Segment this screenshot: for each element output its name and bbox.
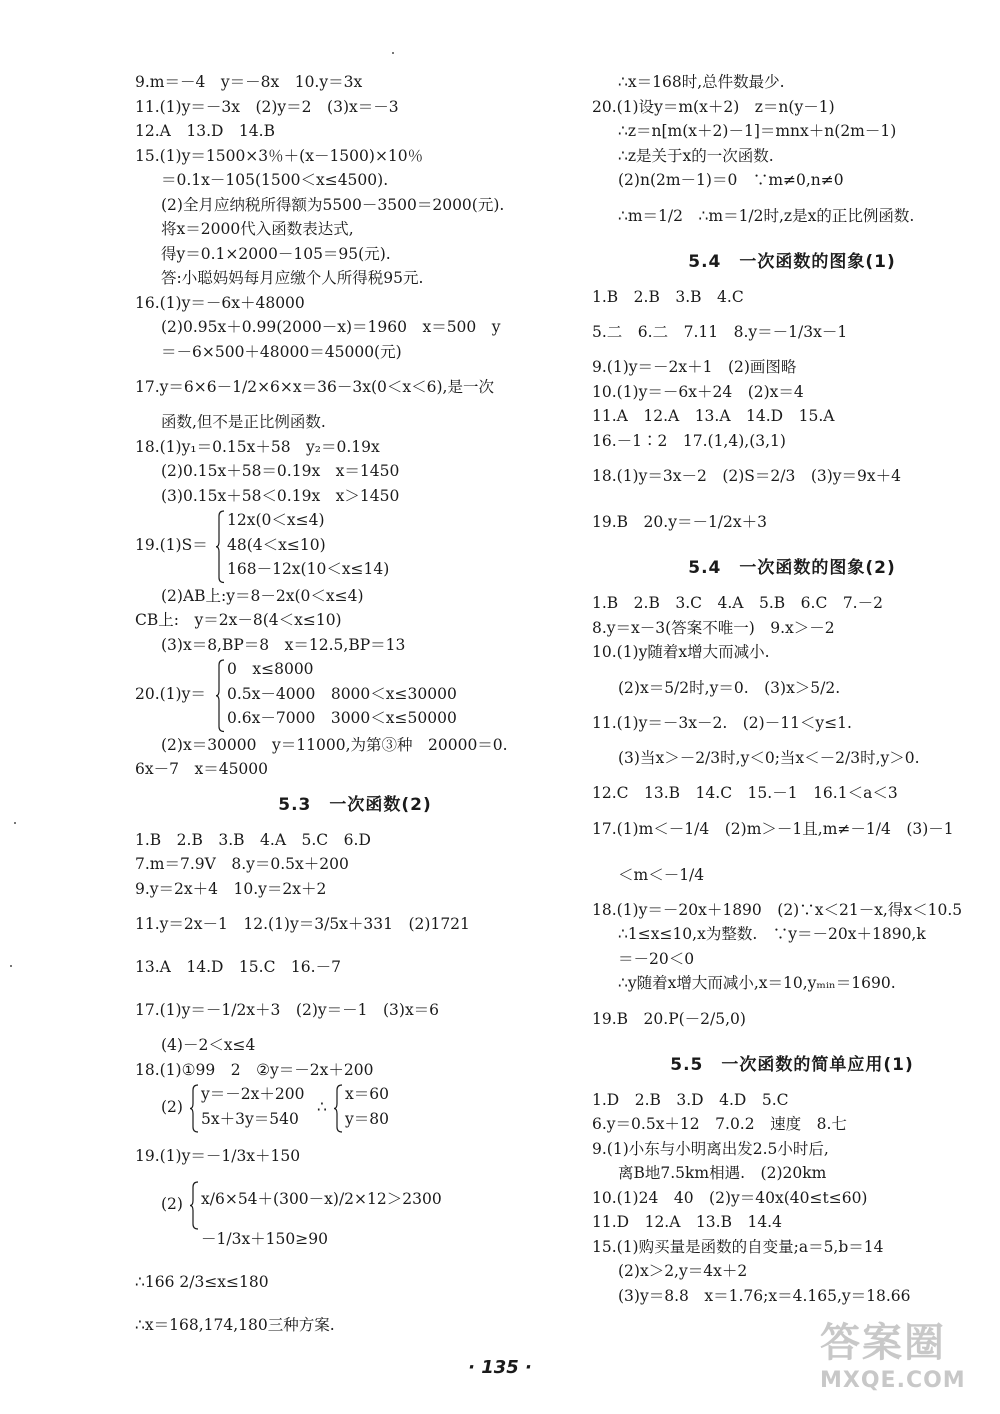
answer-line: ∴166 2/3≤x≤180 — [135, 1273, 269, 1291]
system-row: 168－12x(10＜x≤14) — [227, 560, 390, 578]
answer-line: 1.B 2.B 3.C 4.A 5.B 6.C 7.－2 — [592, 594, 883, 612]
system-row: 5x＋3y＝540 — [201, 1109, 299, 1128]
answer-line: 9.m＝－4 y＝－8x 10.y＝3x — [135, 73, 363, 91]
answer-line: 10.(1)y＝－6x＋24 (2)x＝4 — [592, 382, 804, 401]
answer-line: 13.A 14.D 15.C 16.－7 — [135, 958, 341, 976]
answer-line: (2)0.95x＋0.99(2000－x)＝1960 x＝500 y — [161, 318, 501, 336]
brace-symbol — [215, 659, 225, 733]
equation-system-18 — [161, 1082, 575, 1133]
answer-line: ∴m＝1/2 ∴m＝1/2时,z是x的正比例函数. — [618, 206, 915, 225]
answer-line: 8.y＝x－3(答案不唯一) 9.x＞－2 — [592, 618, 835, 637]
answer-line: ∴z＝n[m(x＋2)－1]＝mnx＋n(2m－1) — [618, 122, 897, 140]
answer-line: 1.B 2.B 3.B 4.C — [592, 287, 744, 306]
system-row: 48(4＜x≤10) — [227, 535, 326, 554]
system-rows — [201, 1082, 304, 1131]
answer-line: (3)当x＞－2/3时,y＜0;当x＜－2/3时,y＞0. — [618, 749, 920, 767]
answer-line: 11.(1)y＝－3x－2. (2)－11＜y≤1. — [592, 713, 852, 732]
answer-line: 18.(1)y₁＝0.15x＋58 y₂＝0.19x — [135, 437, 380, 456]
answer-line: 函数,但不是正比例函数. — [161, 413, 326, 431]
answer-line: ∴z是关于x的一次函数. — [618, 146, 774, 165]
system-label: (2) — [161, 1097, 183, 1116]
answer-line: 9.(1)小东与小明离出发2.5小时后, — [592, 1139, 829, 1158]
answer-line: 离B地7.5km相遇. (2)20km — [618, 1164, 827, 1182]
answer-line: 10.(1)y随着x增大而减小. — [592, 643, 770, 661]
answer-line: 18.(1)y＝3x－2 (2)S＝2/3 (3)y＝9x＋4 — [592, 467, 902, 485]
answer-line: 6.y＝0.5x＋12 7.0.2 速度 8.七 — [592, 1115, 847, 1133]
answer-line: ∴x＝168,174,180三种方案. — [135, 1316, 335, 1334]
system-row: 0 x≤8000 — [227, 660, 314, 678]
answer-line: 18.(1)①99 2 ②y＝－2x＋200 — [135, 1060, 374, 1079]
answer-line: ∴x＝168时,总件数最少. — [618, 73, 785, 91]
answer-line: CB上: y＝2x－8(4＜x≤10) — [135, 611, 342, 629]
answer-line: (2)n(2m－1)＝0 ∵m≠0,n≠0 — [618, 171, 844, 189]
answer-line: ＜m＜－1/4 — [618, 865, 705, 884]
answer-line: (2)x＝30000 y＝11000,为第③种 20000＝0. — [161, 735, 508, 754]
system-row: y＝－2x＋200 — [201, 1085, 305, 1103]
section-heading-5-4-2: 5.4 一次函数的图象(2) — [688, 558, 896, 578]
answer-line: 19.B 20.y＝－1/2x＋3 — [592, 513, 767, 531]
scan-speck — [392, 52, 394, 54]
answer-line: 10.(1)24 40 (2)y＝40x(40≤t≤60) — [592, 1188, 868, 1207]
answer-line: 12.A 13.D 14.B — [135, 122, 275, 140]
answer-line: (2)x＞2,y＝4x＋2 — [618, 1262, 748, 1280]
right-column — [592, 70, 992, 1308]
answer-line: (2)0.15x＋58＝0.19x x＝1450 — [161, 462, 400, 480]
answer-line: 得y＝0.1×2000－105＝95(元). — [161, 244, 391, 263]
answer-line: (3)y＝8.8 x＝1.76;x＝4.165,y＝18.66 — [618, 1286, 911, 1305]
answer-line: 19.(1)y＝－1/3x＋150 — [135, 1147, 301, 1165]
system-row: 12x(0＜x≤4) — [227, 511, 325, 529]
system-row: 0.5x－4000 8000＜x≤30000 — [227, 684, 457, 703]
answer-line: 答:小聪妈妈每月应缴个人所得税95元. — [161, 269, 424, 287]
piecewise-19 — [135, 508, 575, 584]
brace-symbol — [333, 1084, 343, 1133]
section-heading-5-5-1: 5.5 一次函数的简单应用(1) — [670, 1054, 914, 1075]
answer-line: 11.A 12.A 13.A 14.D 15.A — [592, 407, 835, 425]
answer-line: 17.(1)y＝－1/2x＋3 (2)y＝－1 (3)x＝6 — [135, 1001, 440, 1019]
watermark-url: MXQE.COM — [820, 1368, 966, 1393]
system-rows — [227, 508, 389, 582]
system-row: 0.6x－7000 3000＜x≤50000 — [227, 709, 457, 727]
section-heading-5-3: 5.3 一次函数(2) — [278, 794, 432, 815]
therefore-symbol: ∴ — [317, 1097, 327, 1116]
answer-line: 20.(1)设y＝m(x＋2) z＝n(y－1) — [592, 97, 835, 116]
answer-line: 12.C 13.B 14.C 15.－1 16.1＜a＜3 — [592, 784, 898, 802]
answer-line: 7.m＝7.9V 8.y＝0.5x＋200 — [135, 855, 349, 873]
answer-line: 9.(1)y＝－2x＋1 (2)画图略 — [592, 358, 797, 376]
system-rows — [201, 1179, 442, 1259]
answer-line: 9.y＝2x＋4 10.y＝2x＋2 — [135, 879, 327, 898]
system-solution — [345, 1082, 389, 1131]
answer-line: ∴y随着x增大而减小,x＝10,yₘᵢₙ＝1690. — [618, 974, 896, 992]
brace-symbol — [189, 1084, 199, 1133]
answer-line: ＝－20＜0 — [618, 949, 695, 968]
answer-line: (3)x＝8,BP＝8 x＝12.5,BP＝13 — [161, 635, 406, 654]
answer-line: (2)全月应纳税所得额为5500－3500＝2000(元). — [161, 195, 505, 214]
answer-line: 6x－7 x＝45000 — [135, 760, 269, 778]
answer-line: 1.D 2.B 3.D 4.D 5.C — [592, 1090, 789, 1109]
brace-symbol — [215, 510, 225, 584]
system-rows — [227, 657, 457, 731]
answer-line: 1.B 2.B 3.B 4.A 5.C 6.D — [135, 830, 371, 849]
system-label: (2) — [161, 1194, 183, 1213]
page-number: · 135 · — [468, 1357, 532, 1378]
answer-line: (4)－2＜x≤4 — [161, 1036, 256, 1054]
answer-line: 15.(1)y＝1500×3％＋(x－1500)×10％ — [135, 146, 424, 165]
system-row: －1/3x＋150≥90 — [201, 1230, 328, 1248]
answer-line: 16.－1∶2 17.(1,4),(3,1) — [592, 431, 786, 450]
piecewise-20 — [135, 657, 575, 733]
system-label: 19.(1)S＝ — [135, 535, 208, 554]
answer-line: 17.(1)m＜－1/4 (2)m＞－1且,m≠－1/4 (3)－1 — [592, 819, 954, 838]
system-label: 20.(1)y＝ — [135, 684, 206, 703]
answer-line: 5.二 6.二 7.11 8.y＝－1/3x－1 — [592, 323, 848, 341]
answer-line: ∴1≤x≤10,x为整数. ∵y＝－20x＋1890,k — [618, 925, 926, 943]
answer-line: 11.y＝2x－1 12.(1)y＝3/5x＋331 (2)1721 — [135, 915, 470, 933]
scan-speck — [14, 822, 16, 824]
answer-line: 11.(1)y＝－3x (2)y＝2 (3)x＝－3 — [135, 97, 399, 116]
watermark-text: 答案圈 — [820, 1320, 946, 1366]
answer-line: ＝0.1x－105(1500＜x≤4500). — [161, 171, 389, 189]
answer-line: (2)AB上:y＝8－2x(0＜x≤4) — [161, 586, 364, 605]
inequality-system-19 — [161, 1179, 575, 1259]
brace-symbol — [189, 1181, 199, 1261]
answer-line: 17.y＝6×6－1/2×6×x＝36－3x(0＜x＜6),是一次 — [135, 378, 494, 396]
answer-line: 19.B 20.P(－2/5,0) — [592, 1009, 746, 1028]
answer-line: (3)0.15x＋58＜0.19x x＞1450 — [161, 486, 400, 505]
answer-line: 16.(1)y＝－6x＋48000 — [135, 293, 305, 312]
answer-line: ＝－6×500＋48000＝45000(元) — [161, 342, 402, 361]
answer-line: 18.(1)y＝－20x＋1890 (2)∵x＜21－x,得x＜10.5 — [592, 900, 963, 919]
answer-line: 15.(1)购买量是函数的自变量;a＝5,b＝14 — [592, 1237, 884, 1256]
section-heading-5-4-1: 5.4 一次函数的图象(1) — [688, 251, 896, 272]
answer-line: 11.D 12.A 13.B 14.4 — [592, 1213, 782, 1231]
answer-line: 将x＝2000代入函数表达式, — [161, 220, 354, 238]
solution-row: y＝80 — [345, 1109, 389, 1128]
watermark-logo — [820, 1318, 990, 1408]
solution-row: x＝60 — [345, 1085, 389, 1103]
answer-line: (2)x＝5/2时,y＝0. (3)x＞5/2. — [618, 678, 841, 697]
scan-speck — [10, 965, 12, 967]
system-row: x/6×54＋(300－x)/2×12＞2300 — [201, 1190, 442, 1208]
left-column — [135, 70, 575, 1345]
